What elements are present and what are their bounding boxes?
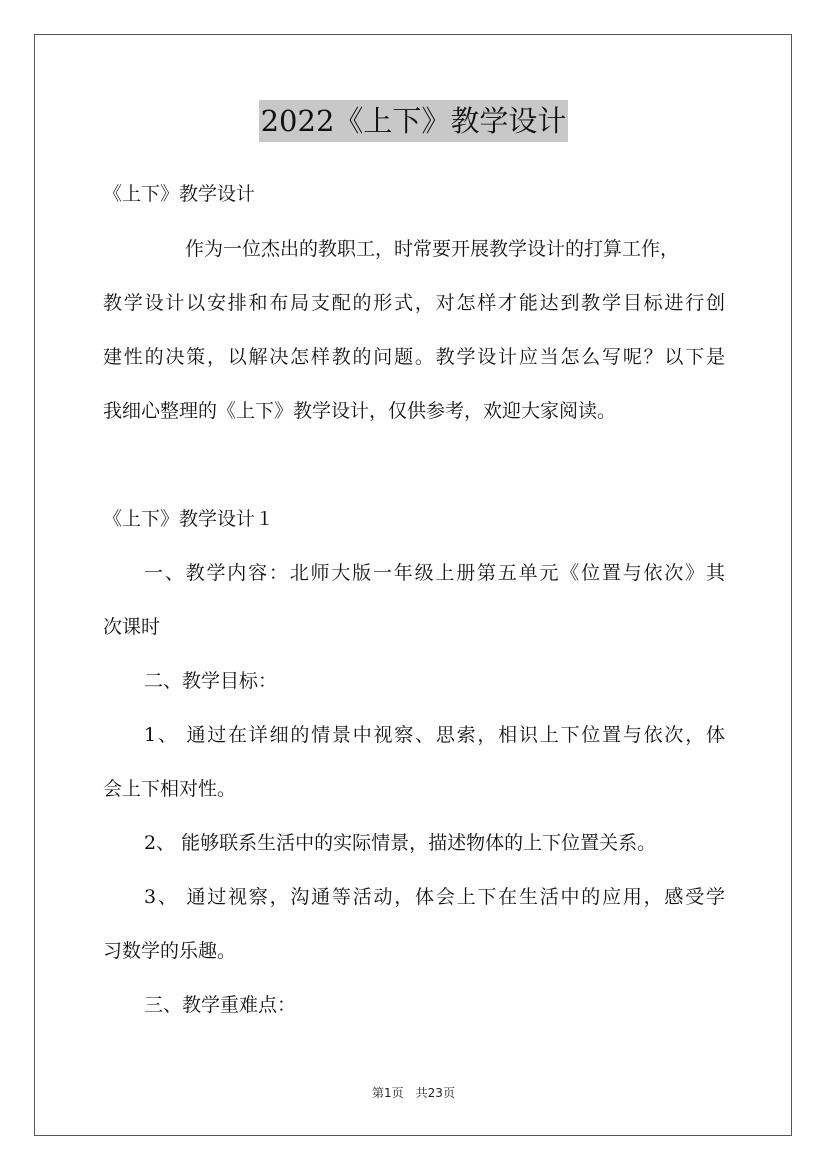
page-number: 第1页: [372, 1086, 404, 1100]
intro-line-2: 教学设计以安排和布局支配的形式，对怎样才能达到教学目标进行创: [103, 292, 725, 314]
document-subtitle: 《上下》教学设计: [103, 183, 256, 205]
section-heading: 《上下》教学设计１: [103, 508, 275, 530]
intro-line-3: 建性的决策，以解决怎样教的问题。教学设计应当怎么写呢？以下是: [103, 346, 725, 368]
body-line-1: 一、教学内容：北师大版一年级上册第五单元《位置与依次》其: [144, 562, 725, 584]
body-line-4: 1、 通过在详细的情景中视察、思索，相识上下位置与依次，体: [144, 724, 725, 746]
body-line-9: 三、教学重难点：: [144, 994, 297, 1016]
page-footer: [0, 1084, 827, 1101]
body-line-8: 习数学的乐趣。: [103, 940, 237, 962]
body-line-5: 会上下相对性。: [103, 778, 237, 800]
page-total: 共23页: [415, 1086, 455, 1100]
intro-line-1: 作为一位杰出的教职工，时常要开展教学设计的打算工作，: [185, 238, 680, 260]
body-line-2: 次课时: [103, 616, 161, 638]
body-line-7: 3、 通过视察，沟通等活动，体会上下在生活中的应用，感受学: [144, 886, 725, 908]
body-line-6: 2、 能够联系生活中的实际情景，描述物体的上下位置关系。: [144, 832, 657, 854]
body-line-3: 二、教学目标：: [144, 670, 278, 692]
document-title: [0, 100, 827, 142]
intro-line-4: 我细心整理的《上下》教学设计，仅供参考，欢迎大家阅读。: [103, 400, 617, 422]
document-title-text: 2022《上下》教学设计: [259, 100, 569, 142]
